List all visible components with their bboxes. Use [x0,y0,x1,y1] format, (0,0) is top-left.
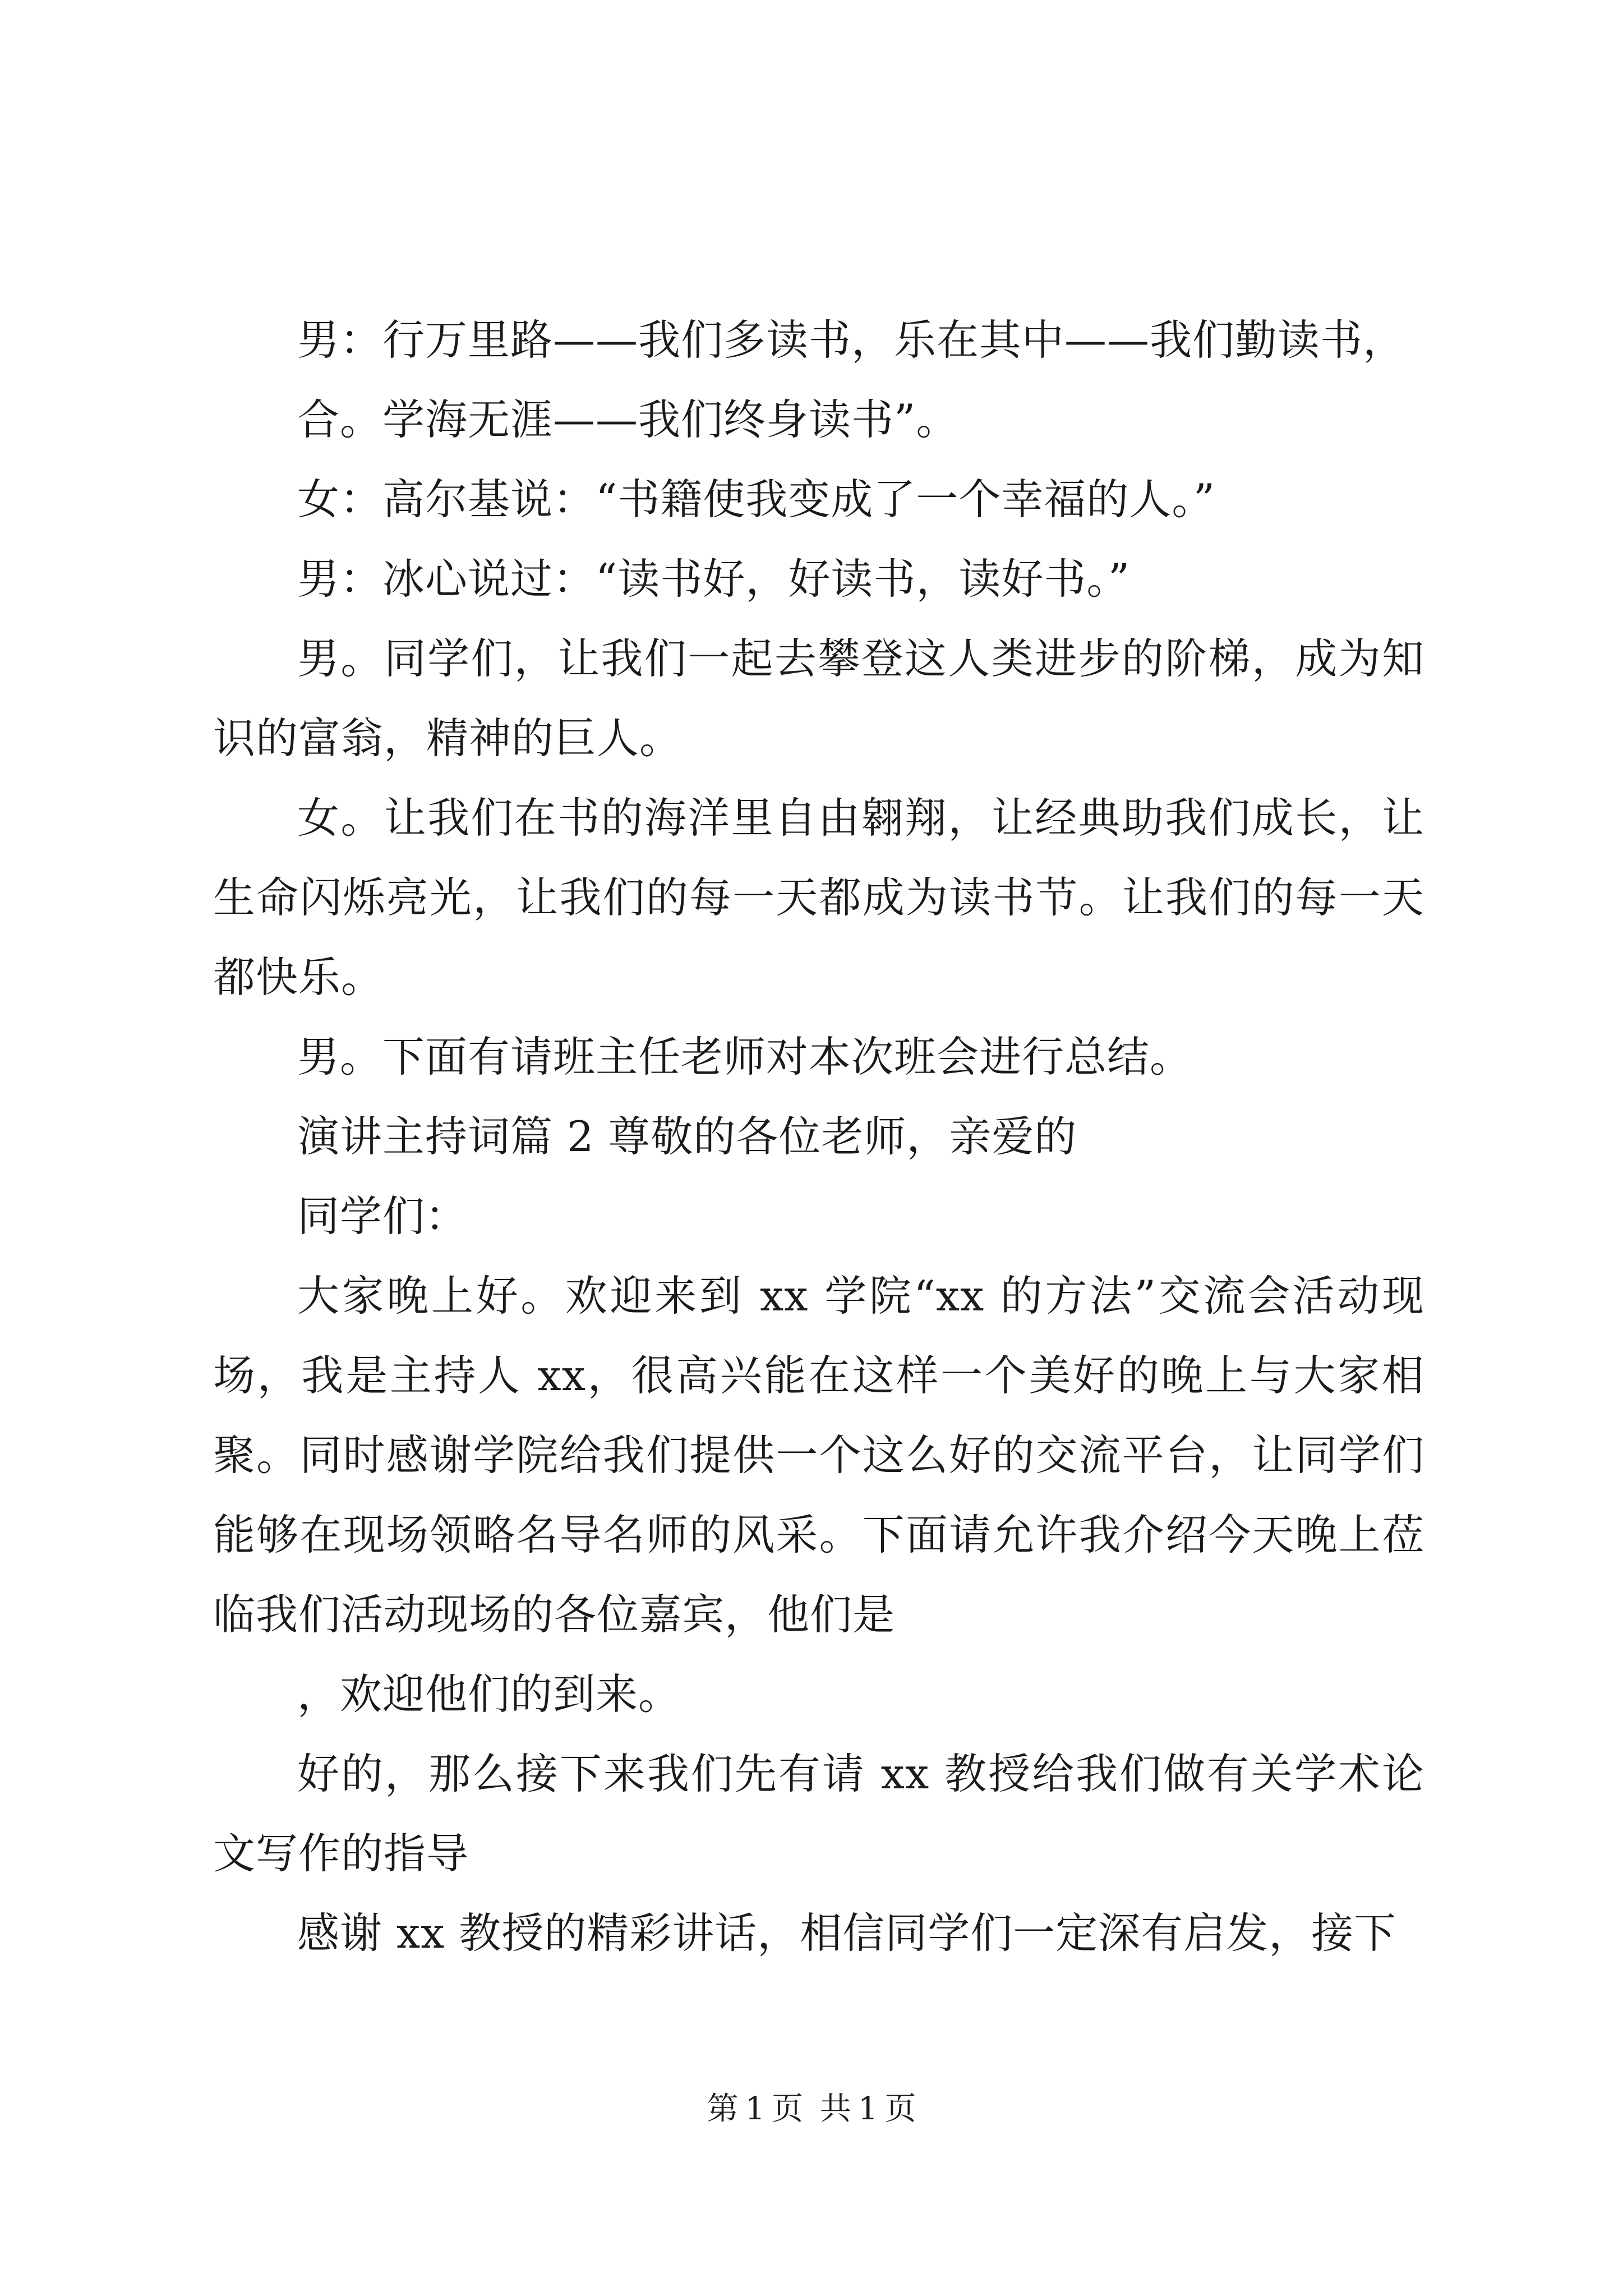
paragraph: 男。同学们，让我们一起去攀登这人类进步的阶梯，成为知识的富翁，精神的巨人。 [213,634,1424,763]
page-footer [0,2087,1623,2132]
paragraph: 女。让我们在书的海洋里自由翱翔，让经典助我们成长，让生命闪烁亮光，让我们的每一天都成为读书节。让我们的每一天都快乐。 [213,793,1424,1002]
page-prefix: 第 [707,2091,739,2127]
paragraph: 演讲主持词篇 2 尊敬的各位老师，亲爱的 [297,1112,1077,1161]
paragraph: 男：冰心说过：“读书好，好读书，读好书。” [297,554,1131,604]
paragraph: ，欢迎他们的到来。 [297,1669,681,1719]
page-number: 1 [745,2091,766,2127]
paragraph: 好的，那么接下来我们先有请 xx 教授给我们做有关学术论文写作的指导 [213,1749,1424,1878]
paragraph: 大家晚上好。欢迎来到 xx 学院“xx 的方法”交流会活动现场，我是主持人 xx，很高兴能在这样一个美好的晚上与大家相聚。同时感谢学院给我们提供一个这么好的交流平台，让同学们能够在现场领略名导名师的风采。下面请允许我介绍今天晚上莅临我们活动现场的各位嘉宾，他们是 [213,1271,1424,1639]
paragraph: 同学们： [297,1191,468,1241]
paragraph: 男：行万里路——我们多读书，乐在其中——我们勤读书， [297,315,1406,365]
paragraph: 合。学海无涯——我们终身读书”。 [297,395,959,444]
paragraph: 男。下面有请班主任老师对本次班会进行总结。 [297,1032,1193,1082]
paragraph: 感谢 xx 教授的精彩讲话，相信同学们一定深有启发，接下 [297,1908,1397,1958]
document-body [213,300,1424,1973]
paragraph: 女：高尔基说：“书籍使我变成了一个幸福的人。” [297,475,1216,524]
total-prefix: 共 [819,2091,851,2127]
page-suffix: 页 [772,2091,804,2127]
total-suffix: 页 [884,2091,916,2127]
total-pages: 1 [857,2091,878,2127]
